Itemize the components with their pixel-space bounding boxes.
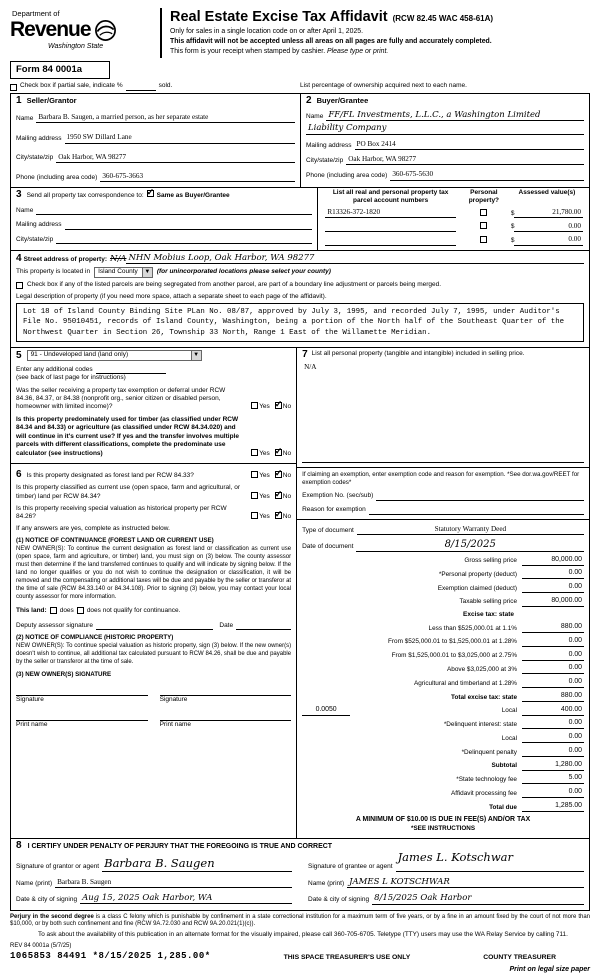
historic-no-checkbox[interactable] [275, 512, 282, 519]
excise-row: Exemption claimed (deduct) 0.00 [437, 583, 582, 592]
dor-logo-icon [94, 19, 117, 42]
buyer-city-value[interactable]: Oak Harbor, WA 98277 [346, 155, 584, 165]
grantor-certification [16, 851, 292, 904]
new-owner-signature-input-2[interactable] [160, 687, 292, 696]
exemption-number-input[interactable] [376, 492, 584, 501]
document-date-label: Date of document [302, 543, 354, 551]
buyer-name-value[interactable]: FF/FL Investments, L.L.C., a Washington Limited [326, 111, 584, 121]
buyer-section-title: Buyer/Grantee [316, 95, 369, 105]
signature-label: Signature [159, 695, 188, 703]
personal-property-na-value[interactable]: N/A [302, 363, 584, 463]
correspondence-mailing-input[interactable] [65, 221, 313, 230]
timber-question: Is this property predominately used for timber (as classified under RCW 84.34 and 84.33) or agriculture (as classified under RCW 84.34.020) and will continue in it's current use? If yes and the transfer involves multiple parcels with different classifications, complete the predominate use calculator (see instructions) [16, 415, 239, 457]
seller-name-label: Name [16, 114, 34, 122]
historic-question: Is this property receiving special valuation as historical property per RCW 84.26? [16, 504, 227, 521]
section-classification: 6 Is this property designated as forest land per RCW 84.33? Yes ✓ No Is this property classified as current use (open space, farm and agricultural, or timber) land per RCW 84.34? Yes ✓ No Is this property receiving special valuation as historical property per RCW 84.26? Yes ✓ No If any answers are yes, complete as instructed below. (1) NOTICE OF CONTINUANCE (FOREST LAND OR CURRENT USE) NEW OWNER(S): To continue the current designation as forest land or classification as current use (open space, farm and agriculture, or timber) land, you must sign on (3) below. The county assessor must then determine if the land transferred continues to qualify and will indicate by signing below. If the land no longer qualifies or you do not wish to continue the designation or classification, it will be removed and the compensating or additional taxes will be due and payable by the seller or transferor at the time of sale (RCW 84.33.140 or 84.34.108). Prior to signing (3) below, you may contact your local county assessor for more information. This land: does does not qualify for continuance. Deputy assessor signature Date (2) NOTICE OF COMPLIANCE (HISTORIC PROPERTY) NEW OWNER(S): To continue special valuation as historic property, sign (3) below. If the new owner(s) doesn't wish to continue, all additional tax calculated pursuant to RCW 84.26, shall be due and payable by the seller or transferor at the time of sale. (3) NEW OWNER(S) SIGNATURE Signature Signature Print name Print name [11, 463, 296, 838]
excise-tax-state-header: Excise tax: state [463, 610, 514, 618]
grantee-print-name-label: Name (print) [308, 879, 345, 887]
grantor-print-name-label: Name (print) [16, 879, 53, 887]
parcel-row [322, 235, 585, 245]
buyer-mailing-value[interactable]: PO Box 2414 [355, 140, 584, 150]
dor-logo-block [10, 8, 160, 58]
seller-section-title: Seller/Grantor [26, 95, 77, 105]
does-qualify-checkbox[interactable] [50, 607, 57, 614]
excise-row: Total excise tax: state 880.00 [451, 691, 582, 701]
ownership-percentage-note: List percentage of ownership acquired next to each name. [300, 82, 467, 90]
buyer-city-label: City/state/zip [306, 156, 344, 164]
form-revision-number: REV 84 0001a (5/7/25) [10, 943, 72, 950]
parcel-row [322, 222, 585, 232]
street-na-crossed-out: N/A [110, 254, 127, 265]
seller-city-label: City/state/zip [16, 154, 54, 162]
document-type-label: Type of document [302, 526, 354, 534]
personal-property-header: Personal property? [468, 189, 500, 204]
excise-row: From $1,525,000.01 to $3,025,000 at 2.75% 0.00 [391, 650, 582, 660]
title-block [160, 8, 590, 58]
total-due-value[interactable]: 1,285.00 [522, 802, 584, 812]
grantee-date-city-label: Date & city of signing [308, 896, 370, 904]
washington-state-label: Washington State [48, 42, 104, 50]
personal-property-checkbox-2[interactable] [480, 222, 487, 229]
perjury-notice: Perjury in the second degree is a class C felony which is punishable by confinement in a state correctional institution for a maximum term of five years, or by a fine in an amount fixed by the court of not more than $10,000, or by both such confinement and fine (RCW 9A.72.030 and RCW 9A.20.021(1)(c)). [10, 913, 590, 928]
correspondence-mailing-label: Mailing address [16, 221, 62, 229]
excise-row: Subtotal 1,280.00 [491, 760, 582, 770]
same-as-buyer-label: Same as Buyer/Grantee [156, 192, 230, 200]
buyer-phone-value[interactable]: 360-675-5630 [390, 170, 584, 180]
located-in-label: This property is located in [16, 268, 91, 276]
parcel-row [322, 208, 585, 218]
parcel-number-input-3[interactable] [325, 237, 456, 246]
forest-no-checkbox[interactable] [275, 471, 282, 478]
additional-codes-input[interactable] [96, 365, 166, 374]
street-address-value[interactable]: NHN Mobius Loop, Oak Harbor, WA 98277 [126, 254, 584, 264]
county-treasurer-label: COUNTY TREASURER [483, 954, 556, 962]
section-selling-price: 7 List all personal property (tangible and intangible) included in selling price. N/A If claiming an exemption, enter exemption code and reason for exemption. *See dor.wa.gov/REET for exemption codes* Exemption No. (sec/sub) Reason for exemption Type of document Statutory Warranty Deed Date of document 8/15/2025 Gross selling price 80,000.00 *Personal property (deduct) 0.00 Exemption claimed (deduct) 0.00 Taxable selling price 80,000.00 Excise tax: state Less than $525,000.01 at 1.1% 880.00 From $525,000.01 to $1,525,000.01 at 1.28% 0.00 From $1,525,000.01 to $3,025,000 at 2.75% 0.00 Above $3,025,000 at 3% 0.00 Agricultural and timberland at 1.28% 0.00 Total excise tax: state 880.00 0.0050 Local 400.00 *Delinquent interest: state 0.00 Local 0.00 *Delinquent penalty 0.00 Subtotal 1,280.00 *State technology fee 5.00 Affidavit processing fee 0.00 Total due 1,285.00 A MINIMUM OF $10.00 IS DUE IN FEE(S) AND/OR TAX *SEE INSTRUCTIONS [297, 348, 589, 838]
subtotal-value[interactable]: 1,280.00 [522, 761, 584, 771]
new-owner-signature-title: (3) NEW OWNER(S) SIGNATURE [16, 670, 112, 678]
excise-row: Total due 1,285.00 [489, 801, 582, 811]
correspondence-city-input[interactable] [56, 235, 312, 244]
grantee-date-city-value[interactable]: 8/15/2025 Oak Harbor [372, 894, 584, 904]
agricultural-tax-value[interactable]: 0.00 [522, 678, 584, 688]
grantor-print-name-value[interactable]: Barbara B. Saugen [55, 878, 292, 888]
excise-row: *State technology fee 5.00 [456, 774, 582, 784]
form-body [10, 93, 590, 911]
forest-yes-checkbox[interactable] [251, 471, 258, 478]
grantor-date-city-value[interactable]: Aug 15, 2025 Oak Harbor, WA [80, 894, 292, 904]
document-header [10, 8, 590, 58]
grantee-signature-label: Signature of grantee or agent [308, 863, 393, 871]
this-land-label: This land: [16, 606, 47, 614]
partial-sale-percent-input[interactable] [126, 83, 156, 91]
correspondence-city-label: City/state/zip [16, 235, 54, 243]
grantee-print-name-value[interactable]: JAMES L KOTSCHWAR [347, 878, 584, 888]
excise-row: Less than $525,000.01 at 1.1% 880.00 [428, 623, 582, 632]
new-owner-print-name-input-1[interactable] [16, 712, 148, 721]
deputy-date-input[interactable] [236, 621, 291, 630]
exemption-reason-label: Reason for exemption [302, 506, 366, 514]
forest-land-question: Is this property designated as forest land per RCW 84.33? [26, 471, 194, 479]
new-owner-print-name-input-2[interactable] [160, 712, 292, 721]
section-property-location: 4 Street address of property: N/A NHN Mobius Loop, Oak Harbor, WA 98277 This property is located in Island County ▼ (for unincorporated locations please select your county) Check box if any of the listed parcels are being segregated from another parcel, are part of a boundary line adjustment or parcels being merged. Legal description of property (if you need more space, attach a separate sheet to each page of the affidavit). Lot 18 of Island County Binding Site PLan No. 08/87, approved by July 3, 1995, and recorded July 7, 1995, under Auditor's File No. 95010451, records of Island County, Washington, being a portion of the North half of the Southeast Quarter of the Northwest Quarter in Section 26, Township 33 North, Range 1 East of the Willamette Meridian. [11, 250, 589, 347]
exemption-no-checkbox[interactable] [275, 402, 282, 409]
segregated-parcels-label: Check box if any of the listed parcels are being segregated from another parcel, are part of a boundary line adjustment or parcels being merged. [27, 281, 442, 289]
minimum-due-block [302, 812, 584, 833]
excise-row: Above $3,025,000 at 3% 0.00 [447, 664, 582, 673]
same-as-buyer-checkbox[interactable] [147, 190, 154, 197]
delinquent-interest-state-value[interactable]: 0.00 [522, 719, 584, 729]
excise-row: From $525,000.01 to $1,525,000.01 at 1.28% 0.00 [388, 636, 582, 646]
timber-yes-checkbox[interactable] [251, 449, 258, 456]
grantee-signature-value[interactable]: James L. Kotschwar [396, 857, 584, 871]
delinquent-interest-local-value[interactable]: 0.00 [522, 733, 584, 743]
personal-property-deduct-value[interactable]: 0.00 [522, 569, 584, 579]
treasurer-space-label: THIS SPACE TREASURER'S USE ONLY [283, 954, 411, 962]
exemption-question: Was the seller receiving a property tax exemption or deferral under RCW 84.36, 84.37, or 84.38 (nonprofit org., senior citizen or disabled person, homeowner with limited income)? [16, 386, 226, 411]
section-land-use-code: 5 91 - Undeveloped land (land only) ▼ Enter any additional codes (see back of last page for instructions) Was the seller receiving a property tax exemption or deferral under RCW 84.36, 84.37, or 84.38 (nonprofit org., senior citizen or disabled person, homeowner with limited income)? Yes ✓ No Is this property predominately used for timber (as classified under RCW 84.34 and 84.33) or agriculture (as classified under RCW 84.34.020) and will continue in it's current use? If yes and the transfer involves multiple parcels with different classifications, complete the predominate use calculator (see instructions) Yes ✓ No [11, 348, 296, 463]
tier2-tax-value[interactable]: 0.00 [522, 637, 584, 647]
tier4-tax-value[interactable]: 0.00 [522, 664, 584, 674]
excise-row: *Delinquent penalty 0.00 [461, 746, 582, 756]
legal-description-label: Legal description of property (if you need more space, attach a separate sheet to each page of the affidavit). [16, 292, 327, 300]
section-certification: 8 I CERTIFY UNDER PENALTY OF PERJURY THAT THE FOREGOING IS TRUE AND CORRECT Signature of grantor or agent Barbara B. Saugen Name (print) Barbara B. Saugen Date & city of signing Aug 15, 2025 Oak Harbor, WA Signature of grantee or agent James L. Kotschwar Name (print) JAMES L KOTSCHWAR Date & city of signing 8/15/2025 Oak Harbor [11, 838, 589, 909]
exemption-claimed-value[interactable]: 0.00 [522, 583, 584, 593]
section-tax-correspondence: 3 Send all property tax correspondence to: ✓ Same as Buyer/Grantee Name Mailing address City/state/zip [11, 188, 317, 250]
cashier-receipt-stamp: 1065853 84491 *8/15/2025 1,285.00* [10, 951, 211, 962]
print-name-label: Print name [16, 721, 48, 729]
grantor-signature-label: Signature of grantor or agent [16, 863, 100, 871]
see-instructions-note: *SEE INSTRUCTIONS [411, 824, 476, 832]
buyer-mailing-label: Mailing address [306, 141, 352, 149]
current-use-question: Is this property classified as current use (open space, farm and agricultural, or timber) land per RCW 84.34? [16, 484, 240, 500]
partial-sale-row [10, 82, 590, 90]
seller-name-value[interactable]: Barbara B. Saugen, a married person, as her separate estate [36, 113, 295, 123]
buyer-name-value-line2[interactable]: Liability Company [306, 124, 584, 134]
does-not-qualify-checkbox[interactable] [77, 607, 84, 614]
seller-mailing-label: Mailing address [16, 135, 62, 143]
segregated-parcels-checkbox[interactable] [16, 282, 23, 289]
sold-label: sold. [158, 82, 173, 90]
header-note-2: This affidavit will not be accepted unless all areas on all pages are fully and accurately completed. [170, 37, 492, 45]
excise-row: Gross selling price 80,000.00 [464, 555, 582, 565]
notice-compliance-text: NEW OWNER(S): To continue special valuation as historic property, sign (3) below. If the new owner(s) doesn't wish to continue, all additional tax calculated pursuant to RCW 84.26, shall be due and payable by the seller or transferor at the time of sale. [16, 643, 292, 665]
deputy-assessor-signature-input[interactable] [96, 621, 213, 630]
notice-continuance-title: (1) NOTICE OF CONTINUANCE (FOREST LAND OR CURRENT USE) [16, 537, 214, 545]
assessed-value-3[interactable]: 0.00 [514, 235, 583, 245]
exemption-number-label: Exemption No. (sec/sub) [302, 492, 374, 500]
section-seller-grantor: 1 Seller/Grantor Name Barbara B. Saugen, a married person, as her separate estate Mailing address 1950 SW Dillard Lane City/state/zip Oak Harbor, WA 98277 Phone (including area code) 360-675-3663 [11, 94, 300, 187]
additional-codes-note: (see back of last page for instructions) [16, 374, 126, 382]
seller-mailing-value[interactable]: 1950 SW Dillard Lane [65, 133, 295, 143]
notice-compliance-title: (2) NOTICE OF COMPLIANCE (HISTORIC PROPERTY) [16, 634, 174, 642]
parcel-numbers-header: List all real and personal property tax parcel account numbers [332, 189, 449, 204]
deputy-date-label: Date [219, 621, 234, 629]
document-date-value[interactable]: 8/15/2025 [356, 540, 584, 552]
current-use-yes-checkbox[interactable] [251, 492, 258, 499]
excise-row: *Personal property (deduct) 0.00 [438, 569, 582, 578]
current-use-no-checkbox[interactable] [275, 492, 282, 499]
dollar-sign: $ [510, 223, 515, 231]
tier1-tax-value[interactable]: 880.00 [522, 623, 584, 633]
total-excise-state-value[interactable]: 880.00 [522, 692, 584, 702]
bottom-strip [10, 943, 590, 962]
parcel-table [317, 188, 589, 250]
excise-row: Agricultural and timberland at 1.28% 0.00 [413, 678, 582, 687]
deputy-assessor-label: Deputy assessor signature [16, 621, 93, 629]
excise-row: Taxable selling price 80,000.00 [459, 596, 582, 606]
seller-phone-label: Phone (including area code) [16, 173, 98, 181]
local-tax-value[interactable]: 400.00 [522, 706, 584, 716]
personal-property-checkbox-3[interactable] [480, 236, 487, 243]
if-yes-note: If any answers are yes, complete as instructed below. [16, 524, 170, 532]
revenue-wordmark: Revenue [10, 18, 91, 42]
header-note-3: This form is your receipt when stamped by cashier. Please type or print. [170, 47, 389, 55]
print-name-label: Print name [159, 721, 191, 729]
excise-row: *Delinquent interest: state 0.00 [443, 719, 582, 729]
assessed-values-header: Assessed value(s) [518, 189, 576, 197]
excise-row: Affidavit processing fee 0.00 [451, 788, 582, 797]
gross-selling-price-value[interactable]: 80,000.00 [522, 556, 584, 566]
seller-phone-value[interactable]: 360-675-3663 [100, 172, 295, 182]
rcw-reference: (RCW 82.45 WAC 458-61A) [392, 14, 494, 23]
correspondence-label: Send all property tax correspondence to: [26, 192, 144, 200]
exemption-yes-checkbox[interactable] [251, 402, 258, 409]
excise-row: 0.0050 Local 400.00 [302, 706, 584, 716]
correspondence-name-label: Name [16, 206, 34, 214]
signature-label: Signature [16, 695, 44, 703]
excise-row: Local 0.00 [501, 733, 582, 742]
parcel-number-input-2[interactable] [325, 223, 456, 232]
grantor-date-city-label: Date & city of signing [16, 895, 78, 903]
department-of-label: Department of [12, 9, 60, 18]
taxable-selling-price-value[interactable]: 80,000.00 [522, 597, 584, 607]
parcel-number-value[interactable]: R13326-372-1820 [325, 208, 456, 218]
notice-continuance-text: NEW OWNER(S): To continue the current designation as forest land or classification as current use (open space, farm and agriculture, or timber) land, you must sign on (3) below. The county assessor must then determine if the land transferred continues to qualify and will indicate by signing below. If the land no longer qualifies or you do not wish to continue the designation or classification, it will be removed and the compensating or additional taxes will be due and payable by the seller or transferor at the time of sale (RCW 84.33.140 or 84.34.108). Prior to signing (3) below, you may contact your local county assessor for more information. [16, 546, 292, 600]
personal-property-list-label: List all personal property (tangible and intangible) included in selling price. [311, 350, 525, 358]
dropdown-arrow-icon[interactable] [191, 351, 201, 360]
grantor-signature-value[interactable]: Barbara B. Saugen [102, 857, 292, 871]
unincorporated-note: (for unincorporated locations please select your county) [156, 268, 331, 276]
header-note-1: Only for sales in a single location code on or after April 1, 2025. [170, 27, 364, 35]
page-title: Real Estate Excise Tax Affidavit [170, 9, 388, 25]
exemption-claim-note: If claiming an exemption, enter exemption code and reason for exemption. *See dor.wa.gov/REET for exemption codes* [302, 470, 580, 486]
exemption-reason-input[interactable] [369, 506, 584, 515]
certify-statement: I CERTIFY UNDER PENALTY OF PERJURY THAT THE FOREGOING IS TRUE AND CORRECT [27, 843, 333, 851]
dropdown-arrow-icon[interactable] [142, 268, 152, 277]
additional-codes-label: Enter any additional codes [16, 365, 93, 373]
buyer-phone-label: Phone (including area code) [306, 172, 388, 180]
assessed-value-1[interactable]: 21,780.00 [514, 208, 583, 218]
dollar-sign: $ [510, 209, 515, 217]
local-rate-value[interactable]: 0.0050 [302, 706, 350, 716]
technology-fee-value[interactable]: 5.00 [522, 774, 584, 784]
tier3-tax-value[interactable]: 0.00 [522, 651, 584, 661]
timber-no-checkbox[interactable] [275, 449, 282, 456]
personal-property-checkbox-1[interactable] [480, 209, 487, 216]
document-type-value[interactable]: Statutory Warranty Deed [357, 525, 584, 535]
form-number: Form 84 0001a [10, 61, 110, 79]
affidavit-processing-fee-value[interactable]: 0.00 [522, 788, 584, 798]
delinquent-penalty-value[interactable]: 0.00 [522, 747, 584, 757]
county-select[interactable]: Island County ▼ [94, 267, 153, 278]
partial-sale-checkbox[interactable] [10, 84, 17, 91]
historic-yes-checkbox[interactable] [251, 512, 258, 519]
buyer-name-label: Name [306, 112, 324, 120]
legal-description-text[interactable]: Lot 18 of Island County Binding Site PLan No. 08/87, approved by July 3, 1995, and recorded July 7, 1995, under Auditor's File No. 95010451, records of Island County, Washington, being a portion of the North half of the Southeast Quarter of the Northwest Quarter in Section 26, Township 33 North, Range 1 East of the Willamette Meridian. [16, 303, 584, 342]
minimum-due-note: A MINIMUM OF $10.00 IS DUE IN FEE(S) AND/OR TAX [355, 815, 531, 823]
grantee-certification [308, 851, 584, 904]
partial-sale-label: Check box if partial sale, indicate % [20, 82, 123, 90]
land-use-code-select[interactable]: 91 - Undeveloped land (land only) ▼ [27, 350, 202, 361]
street-address-label: Street address of property: [23, 255, 107, 263]
accessibility-note: To ask about the availability of this publication in an alternate format for the visually impaired, please call 360-705-6705. Teletype (TTY) users may use the WA Relay Service by calling 711. [38, 931, 568, 939]
dollar-sign: $ [510, 237, 515, 245]
print-legal-size-note: Print on legal size paper [509, 965, 590, 973]
seller-city-value[interactable]: Oak Harbor, WA 98277 [56, 153, 295, 163]
correspondence-name-input[interactable] [36, 206, 312, 215]
assessed-value-2[interactable]: 0.00 [514, 222, 583, 232]
new-owner-signature-input-1[interactable] [16, 687, 148, 696]
section-buyer-grantee: 2 Buyer/Grantee Name FF/FL Investments, L.L.C., a Washington Limited Liability Company Mailing address PO Box 2414 City/state/zip Oak Harbor, WA 98277 Phone (including area code) 360-675-5630 [300, 94, 589, 187]
